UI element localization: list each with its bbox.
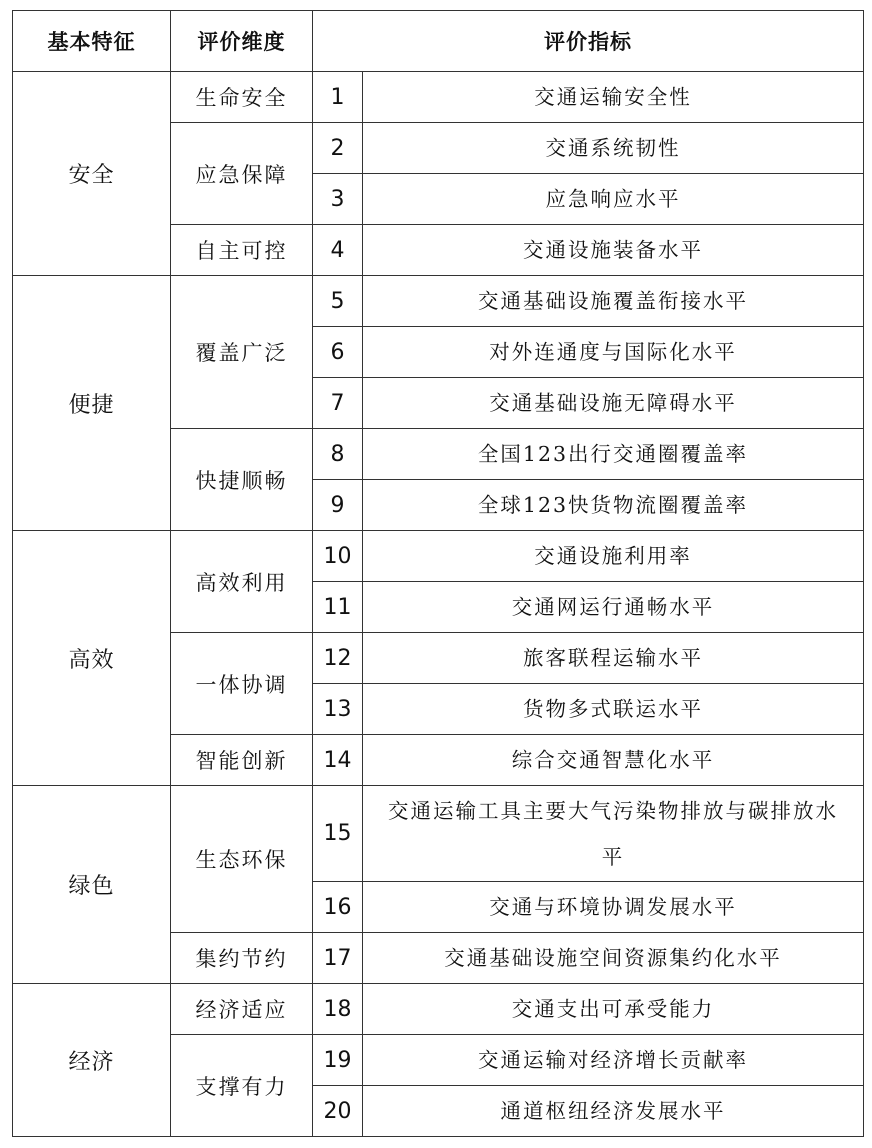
evaluation-dimension-cell: 快捷顺畅 [171,429,313,531]
indicator-text-cell: 应急响应水平 [363,174,864,225]
indicator-number-cell: 3 [313,174,363,225]
indicator-text-cell: 交通运输工具主要大气污染物排放与碳排放水平 [363,786,864,882]
indicator-text-cell: 交通系统韧性 [363,123,864,174]
indicator-number-cell: 14 [313,735,363,786]
evaluation-dimension-cell: 高效利用 [171,531,313,633]
table-row [13,276,864,327]
indicator-number-cell: 11 [313,582,363,633]
indicator-number-cell: 7 [313,378,363,429]
indicator-number-cell: 17 [313,933,363,984]
evaluation-dimension-cell: 集约节约 [171,933,313,984]
indicator-text-cell: 全国123出行交通圈覆盖率 [363,429,864,480]
indicator-text-cell: 交通运输对经济增长贡献率 [363,1035,864,1086]
indicator-text-cell: 对外连通度与国际化水平 [363,327,864,378]
header-evaluation-indicator: 评价指标 [313,11,864,72]
table-row [13,72,864,123]
indicator-text-cell: 交通与环境协调发展水平 [363,882,864,933]
indicator-number-cell: 1 [313,72,363,123]
indicator-text-cell: 交通支出可承受能力 [363,984,864,1035]
table-row [13,786,864,882]
table-row [13,984,864,1035]
indicator-text-cell: 交通设施利用率 [363,531,864,582]
indicator-text-cell: 全球123快货物流圈覆盖率 [363,480,864,531]
indicator-number-cell: 4 [313,225,363,276]
indicator-number-cell: 10 [313,531,363,582]
indicator-number-cell: 18 [313,984,363,1035]
indicator-number-cell: 16 [313,882,363,933]
indicator-text-cell: 交通基础设施空间资源集约化水平 [363,933,864,984]
indicator-text-cell: 通道枢纽经济发展水平 [363,1086,864,1137]
header-basic-feature: 基本特征 [13,11,171,72]
basic-feature-cell: 经济 [13,984,171,1137]
basic-feature-cell: 绿色 [13,786,171,984]
indicator-number-cell: 12 [313,633,363,684]
header-evaluation-dimension: 评价维度 [171,11,313,72]
indicator-number-cell: 13 [313,684,363,735]
indicator-text-cell: 货物多式联运水平 [363,684,864,735]
indicator-number-cell: 2 [313,123,363,174]
indicator-number-cell: 20 [313,1086,363,1137]
basic-feature-cell: 便捷 [13,276,171,531]
evaluation-dimension-cell: 经济适应 [171,984,313,1035]
indicator-text-cell: 交通设施装备水平 [363,225,864,276]
evaluation-index-table [12,10,864,1137]
evaluation-dimension-cell: 智能创新 [171,735,313,786]
evaluation-dimension-cell: 生态环保 [171,786,313,933]
table-row [13,531,864,582]
indicator-number-cell: 19 [313,1035,363,1086]
indicator-text-cell: 交通网运行通畅水平 [363,582,864,633]
indicator-number-cell: 5 [313,276,363,327]
indicator-text-cell: 交通基础设施无障碍水平 [363,378,864,429]
indicator-text-cell: 旅客联程运输水平 [363,633,864,684]
evaluation-dimension-cell: 覆盖广泛 [171,276,313,429]
evaluation-dimension-cell: 一体协调 [171,633,313,735]
indicator-number-cell: 6 [313,327,363,378]
evaluation-dimension-cell: 支撑有力 [171,1035,313,1137]
evaluation-dimension-cell: 应急保障 [171,123,313,225]
basic-feature-cell: 高效 [13,531,171,786]
indicator-number-cell: 9 [313,480,363,531]
table-body [13,72,864,1137]
indicator-number-cell: 8 [313,429,363,480]
indicator-text-cell: 交通运输安全性 [363,72,864,123]
indicator-number-cell: 15 [313,786,363,882]
evaluation-dimension-cell: 自主可控 [171,225,313,276]
header-row [13,11,864,72]
indicator-text-cell: 综合交通智慧化水平 [363,735,864,786]
basic-feature-cell: 安全 [13,72,171,276]
evaluation-dimension-cell: 生命安全 [171,72,313,123]
indicator-text-cell: 交通基础设施覆盖衔接水平 [363,276,864,327]
